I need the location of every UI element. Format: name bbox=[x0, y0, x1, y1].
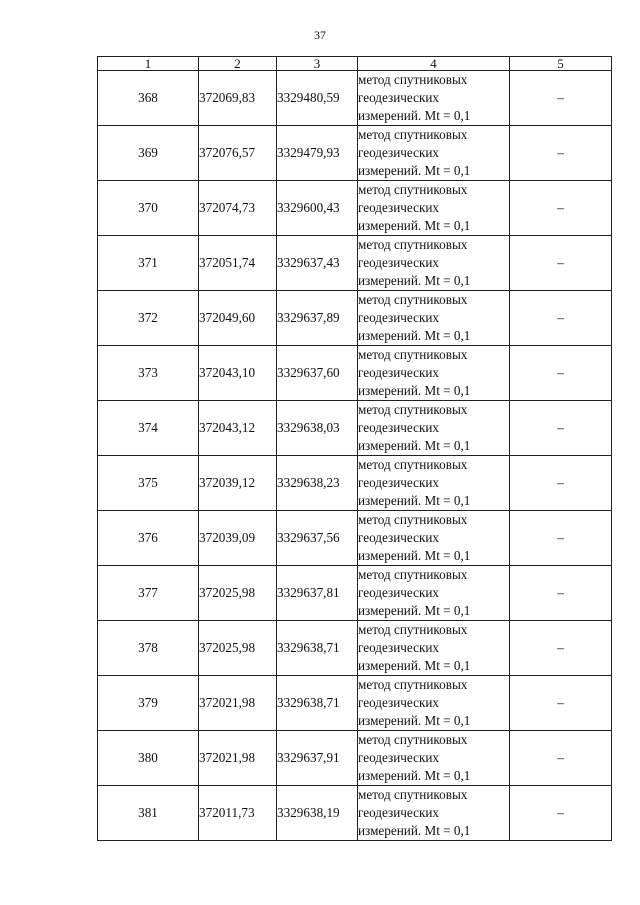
note-cell: – bbox=[510, 676, 612, 731]
table-row bbox=[98, 181, 612, 236]
method-line: измерений. Mt = 0,1 bbox=[358, 548, 471, 563]
note-cell: – bbox=[510, 236, 612, 291]
method-cell bbox=[358, 786, 510, 841]
x-coordinate-cell: 372025,98 bbox=[199, 621, 277, 676]
x-coordinate-cell: 372049,60 bbox=[199, 291, 277, 346]
y-coordinate-cell: 3329479,93 bbox=[277, 126, 358, 181]
method-cell bbox=[358, 71, 510, 126]
x-coordinate-cell: 372069,83 bbox=[199, 71, 277, 126]
x-coordinate-cell: 372021,98 bbox=[199, 676, 277, 731]
table-row bbox=[98, 621, 612, 676]
column-header-5: 5 bbox=[510, 57, 612, 71]
x-coordinate-cell: 372043,12 bbox=[199, 401, 277, 456]
note-cell: – bbox=[510, 456, 612, 511]
table-row bbox=[98, 676, 612, 731]
note-cell: – bbox=[510, 731, 612, 786]
method-line: метод спутниковых bbox=[358, 127, 468, 142]
method-cell bbox=[358, 566, 510, 621]
method-line: измерений. Mt = 0,1 bbox=[358, 823, 471, 838]
method-line: измерений. Mt = 0,1 bbox=[358, 603, 471, 618]
note-cell: – bbox=[510, 346, 612, 401]
method-line: метод спутниковых bbox=[358, 237, 468, 252]
method-line: метод спутниковых bbox=[358, 567, 468, 582]
method-line: геодезических bbox=[358, 530, 440, 545]
method-line: метод спутниковых bbox=[358, 292, 468, 307]
method-line: метод спутниковых bbox=[358, 787, 468, 802]
method-line: измерений. Mt = 0,1 bbox=[358, 328, 471, 343]
method-cell bbox=[358, 236, 510, 291]
method-cell bbox=[358, 181, 510, 236]
point-number-cell: 372 bbox=[98, 291, 199, 346]
column-header-2: 2 bbox=[199, 57, 277, 71]
method-cell bbox=[358, 511, 510, 566]
point-number-cell: 371 bbox=[98, 236, 199, 291]
method-line: измерений. Mt = 0,1 bbox=[358, 108, 471, 123]
point-number-cell: 381 bbox=[98, 786, 199, 841]
method-line: измерений. Mt = 0,1 bbox=[358, 273, 471, 288]
method-line: метод спутниковых bbox=[358, 182, 468, 197]
coordinates-table bbox=[97, 56, 612, 841]
method-line: геодезических bbox=[358, 90, 440, 105]
method-line: геодезических bbox=[358, 640, 440, 655]
y-coordinate-cell: 3329637,89 bbox=[277, 291, 358, 346]
method-line: метод спутниковых bbox=[358, 457, 468, 472]
method-line: измерений. Mt = 0,1 bbox=[358, 383, 471, 398]
note-cell: – bbox=[510, 401, 612, 456]
y-coordinate-cell: 3329638,71 bbox=[277, 621, 358, 676]
x-coordinate-cell: 372021,98 bbox=[199, 731, 277, 786]
y-coordinate-cell: 3329637,81 bbox=[277, 566, 358, 621]
method-line: геодезических bbox=[358, 145, 440, 160]
method-cell bbox=[358, 346, 510, 401]
method-line: измерений. Mt = 0,1 bbox=[358, 438, 471, 453]
method-line: геодезических bbox=[358, 365, 440, 380]
method-line: измерений. Mt = 0,1 bbox=[358, 493, 471, 508]
table-body bbox=[98, 71, 612, 841]
y-coordinate-cell: 3329637,56 bbox=[277, 511, 358, 566]
y-coordinate-cell: 3329638,03 bbox=[277, 401, 358, 456]
y-coordinate-cell: 3329638,19 bbox=[277, 786, 358, 841]
x-coordinate-cell: 372043,10 bbox=[199, 346, 277, 401]
note-cell: – bbox=[510, 126, 612, 181]
method-cell bbox=[358, 126, 510, 181]
point-number-cell: 379 bbox=[98, 676, 199, 731]
table-row bbox=[98, 731, 612, 786]
method-line: геодезических bbox=[358, 310, 440, 325]
y-coordinate-cell: 3329638,23 bbox=[277, 456, 358, 511]
point-number-cell: 377 bbox=[98, 566, 199, 621]
method-cell bbox=[358, 621, 510, 676]
note-cell: – bbox=[510, 291, 612, 346]
point-number-cell: 370 bbox=[98, 181, 199, 236]
method-cell bbox=[358, 291, 510, 346]
table-row bbox=[98, 236, 612, 291]
y-coordinate-cell: 3329480,59 bbox=[277, 71, 358, 126]
table-row bbox=[98, 401, 612, 456]
note-cell: – bbox=[510, 621, 612, 676]
x-coordinate-cell: 372076,57 bbox=[199, 126, 277, 181]
x-coordinate-cell: 372051,74 bbox=[199, 236, 277, 291]
method-cell bbox=[358, 731, 510, 786]
point-number-cell: 375 bbox=[98, 456, 199, 511]
y-coordinate-cell: 3329638,71 bbox=[277, 676, 358, 731]
table-row bbox=[98, 786, 612, 841]
method-line: геодезических bbox=[358, 695, 440, 710]
point-number-cell: 368 bbox=[98, 71, 199, 126]
x-coordinate-cell: 372011,73 bbox=[199, 786, 277, 841]
method-cell bbox=[358, 456, 510, 511]
point-number-cell: 374 bbox=[98, 401, 199, 456]
table-row bbox=[98, 291, 612, 346]
table-row bbox=[98, 511, 612, 566]
method-line: метод спутниковых bbox=[358, 347, 468, 362]
method-line: метод спутниковых bbox=[358, 732, 468, 747]
point-number-cell: 378 bbox=[98, 621, 199, 676]
y-coordinate-cell: 3329600,43 bbox=[277, 181, 358, 236]
y-coordinate-cell: 3329637,91 bbox=[277, 731, 358, 786]
y-coordinate-cell: 3329637,43 bbox=[277, 236, 358, 291]
method-line: геодезических bbox=[358, 200, 440, 215]
x-coordinate-cell: 372039,12 bbox=[199, 456, 277, 511]
point-number-cell: 376 bbox=[98, 511, 199, 566]
method-line: измерений. Mt = 0,1 bbox=[358, 713, 471, 728]
method-line: измерений. Mt = 0,1 bbox=[358, 768, 471, 783]
note-cell: – bbox=[510, 511, 612, 566]
method-line: измерений. Mt = 0,1 bbox=[358, 658, 471, 673]
point-number-cell: 373 bbox=[98, 346, 199, 401]
method-line: метод спутниковых bbox=[358, 622, 468, 637]
method-line: геодезических bbox=[358, 475, 440, 490]
table-row bbox=[98, 566, 612, 621]
method-line: метод спутниковых bbox=[358, 512, 468, 527]
method-cell bbox=[358, 401, 510, 456]
table-row bbox=[98, 71, 612, 126]
y-coordinate-cell: 3329637,60 bbox=[277, 346, 358, 401]
method-cell bbox=[358, 676, 510, 731]
x-coordinate-cell: 372025,98 bbox=[199, 566, 277, 621]
column-header-3: 3 bbox=[277, 57, 358, 71]
method-line: геодезических bbox=[358, 805, 440, 820]
table-row bbox=[98, 456, 612, 511]
page-number: 37 bbox=[314, 28, 326, 42]
method-line: геодезических bbox=[358, 585, 440, 600]
method-line: геодезических bbox=[358, 255, 440, 270]
table-row bbox=[98, 126, 612, 181]
method-line: измерений. Mt = 0,1 bbox=[358, 163, 471, 178]
method-line: метод спутниковых bbox=[358, 72, 468, 87]
x-coordinate-cell: 372039,09 bbox=[199, 511, 277, 566]
note-cell: – bbox=[510, 786, 612, 841]
x-coordinate-cell: 372074,73 bbox=[199, 181, 277, 236]
method-line: метод спутниковых bbox=[358, 677, 468, 692]
table-header-row bbox=[98, 57, 612, 71]
column-header-4: 4 bbox=[358, 57, 510, 71]
method-line: геодезических bbox=[358, 420, 440, 435]
point-number-cell: 369 bbox=[98, 126, 199, 181]
method-line: измерений. Mt = 0,1 bbox=[358, 218, 471, 233]
method-line: геодезических bbox=[358, 750, 440, 765]
point-number-cell: 380 bbox=[98, 731, 199, 786]
table-row bbox=[98, 346, 612, 401]
note-cell: – bbox=[510, 71, 612, 126]
note-cell: – bbox=[510, 181, 612, 236]
note-cell: – bbox=[510, 566, 612, 621]
column-header-1: 1 bbox=[98, 57, 199, 71]
method-line: метод спутниковых bbox=[358, 402, 468, 417]
